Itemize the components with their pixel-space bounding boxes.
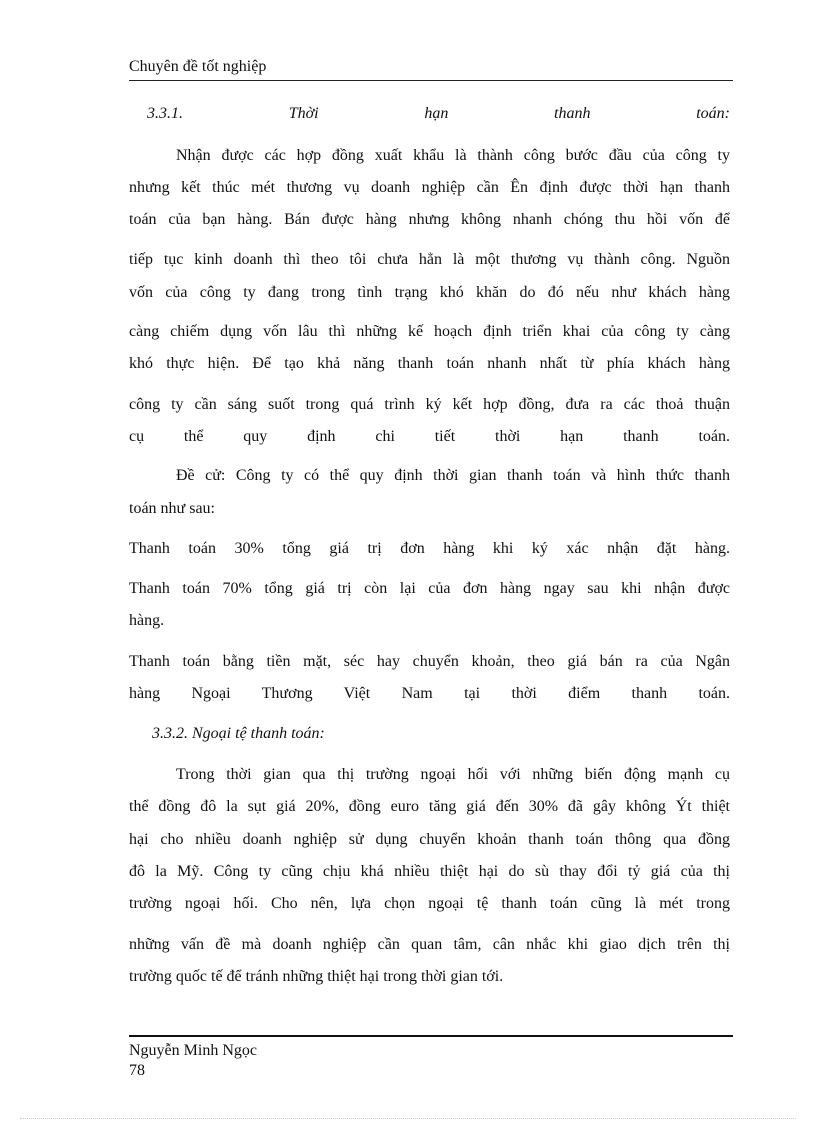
paragraph-line: đô la Mỹ. Công ty cũng chịu khá nhiều thiệt hại do sù thay đổi tỷ giá của thị	[129, 863, 730, 880]
paragraph-line: cụ thể quy định chi tiết thời hạn thanh toán.	[129, 428, 730, 445]
paragraph-line: những vấn đề mà doanh nghiệp cần quan tâm, cân nhắc khi giao dịch trên thị	[129, 936, 730, 953]
payment-term-line: Thanh toán 70% tổng giá trị còn lại của đơn hàng ngay sau khi nhận được	[129, 580, 730, 597]
paragraph-line: vốn của công ty đang trong tình trạng khó khăn do đó nếu như khách hàng	[129, 284, 730, 301]
payment-term-line: hàng Ngoại Thương Việt Nam tại thời điểm thanh toán.	[129, 685, 730, 702]
page-number: 78	[129, 1062, 145, 1079]
paragraph-line: khó thực hiện. Để tạo khả năng thanh toán nhanh nhất từ phía khách hàng	[129, 355, 730, 372]
paragraph-line: toán như sau:	[129, 500, 215, 517]
paragraph-line: Đề cử: Công ty có thể quy định thời gian thanh toán và hình thức thanh	[176, 467, 730, 484]
paragraph-line: công ty cần sáng suốt trong quá trình ký kết hợp đồng, đưa ra các thoả thuận	[129, 396, 730, 413]
paragraph-line: nhưng kết thúc mét thương vụ doanh nghiệp cần Ên định được thời hạn thanh	[129, 179, 730, 196]
paragraph-line: Trong thời gian qua thị trường ngoại hối với những biến động mạnh cụ	[176, 766, 730, 783]
paragraph-line: càng chiếm dụng vốn lâu thì những kế hoạch định triển khai của công ty càng	[129, 323, 730, 340]
page-edge-dots	[20, 1118, 796, 1119]
footer-divider	[129, 1035, 733, 1037]
paragraph-line: tiếp tục kinh doanh thì theo tôi chưa hẳn là một thương vụ thành công. Nguồn	[129, 251, 730, 268]
payment-term-line: Thanh toán bằng tiền mặt, séc hay chuyển khoản, theo giá bán ra của Ngân	[129, 653, 730, 670]
payment-term-line: Thanh toán 30% tổng giá trị đơn hàng khi ký xác nhận đặt hàng.	[129, 540, 730, 557]
section-heading-332: 3.3.2. Ngoại tệ thanh toán:	[152, 725, 325, 742]
section-heading-331: 3.3.1. Thời hạn thanh toán:	[147, 105, 730, 122]
paragraph-line: thể đồng đô la sụt giá 20%, đồng euro tăng giá đến 30% đã gây không Ýt thiệt	[129, 798, 730, 815]
payment-term-line: hàng.	[129, 612, 165, 629]
footer-author: Nguyễn Minh Ngọc	[129, 1042, 257, 1059]
paragraph-line: hại cho nhiều doanh nghiệp sử dụng chuyển khoản thanh toán thông qua đồng	[129, 831, 730, 848]
paragraph-line: toán của bạn hàng. Bán được hàng nhưng không nhanh chóng thu hồi vốn để	[129, 211, 730, 228]
running-header-title: Chuyên đề tốt nghiệp	[129, 58, 267, 75]
paragraph-line: trường ngoại hối. Cho nên, lựa chọn ngoại tệ thanh toán cũng là mét trong	[129, 895, 730, 912]
header-divider	[129, 80, 733, 81]
paragraph-line: Nhận được các hợp đồng xuất khẩu là thành công bước đầu của công ty	[176, 147, 730, 164]
paragraph-line: trường quốc tế để tránh những thiệt hại trong thời gian tới.	[129, 968, 504, 985]
